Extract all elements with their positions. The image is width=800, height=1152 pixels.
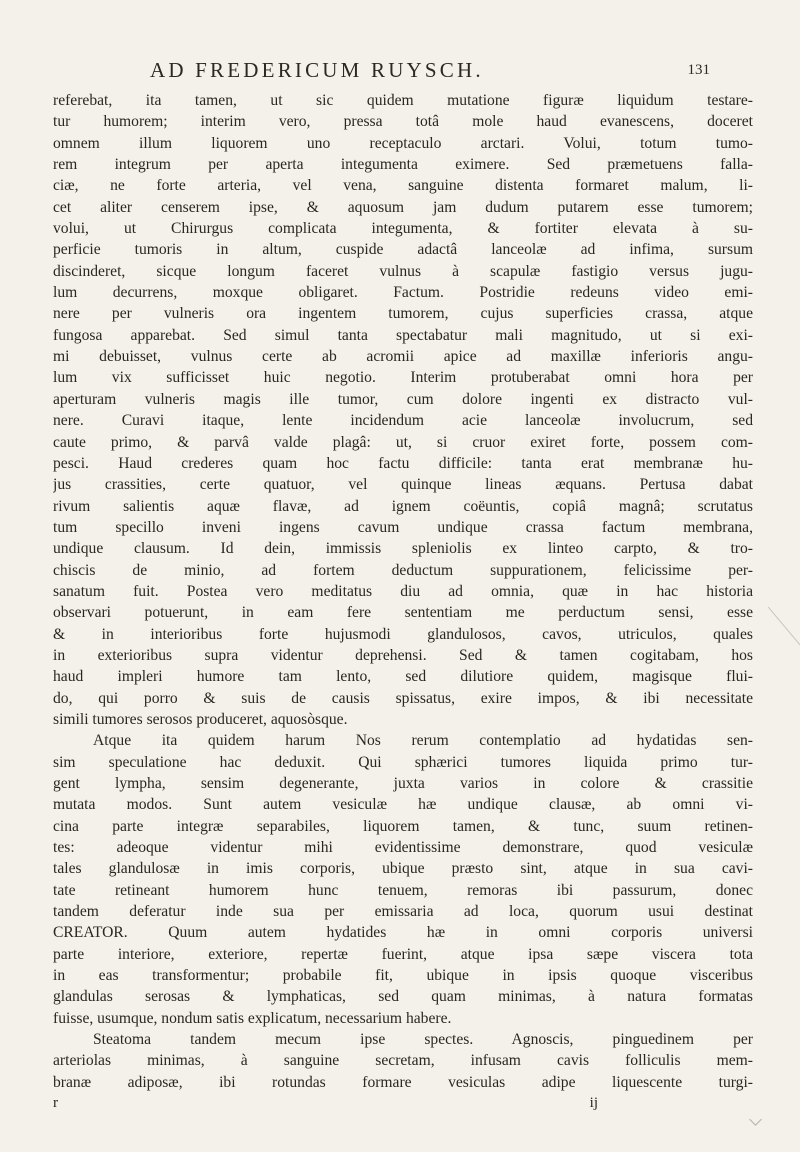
paragraph-3 [53,1029,753,1093]
body-text [53,90,753,1112]
text-line: branæ adiposæ, ibi rotundas formare vesiculas adipe liquescente turgi- [53,1073,753,1091]
text-line: jus crassities, certe quatuor, vel quinque lineas æquans. Pertusa dabat [53,476,753,494]
text-line: haud impleri humore tam lento, sed dilutiore quidem, magisque flui- [53,668,753,686]
text-line: caute primo, & parvâ valde plagâ: ut, si cruor exiret forte, possem com- [53,433,753,451]
text-line: tandem deferatur inde sua per emissaria ad loca, quorum usui destinat [53,903,753,921]
text-line: nere per vulneris ora ingentem tumorem, cujus superficies crassa, atque [53,305,753,323]
signature-mark: r ij [53,1095,598,1112]
text-line: simili tumores serosos produceret, aquosòsque. [53,710,348,728]
text-line: & in interioribus forte hujusmodi glandulosos, cavos, utriculos, quales [53,625,753,643]
text-line: sanatum fuit. Postea vero meditatus diu ad omnia, quæ in hac historia [53,582,753,600]
page-number: 131 [687,62,710,78]
text-line: tum specillo inveni ingens cavum undique crassa factum membrana, [53,518,753,536]
paragraph-1 [53,90,753,730]
text-line: pesci. Haud crederes quam hoc factu difficile: tanta erat membranæ hu- [53,454,753,472]
text-line: omnem illum liquorem uno receptaculo arctari. Volui, totum tumo- [53,134,753,152]
text-line: discinderet, sicque longum faceret vulnus à scapulæ fastigio versus jugu- [53,262,753,280]
running-title: AD FREDERICUM RUYSCH. [150,58,484,82]
text-line: tate retineant humorem hunc tenuem, remoras ibi passurum, donec [53,881,753,899]
text-line: rem integrum per aperta integumenta eximere. Sed præmetuens falla- [53,156,753,174]
text-line: in exterioribus supra videntur deprehensi. Sed & tamen cogitabam, hos [53,646,753,664]
text-line: fungosa apparebat. Sed simul tanta spectabatur mali magnitudo, ut si exi- [53,326,753,344]
text-line: fuisse, usumque, nondum satis explicatum, necessarium habere. [53,1009,452,1027]
text-line: in eas transformentur; probabile fit, ubique in ipsis quoque visceribus [53,967,753,985]
paragraph-2 [53,730,753,1029]
text-line: tur humorem; interim vero, pressa totâ mole haud evanescens, doceret [53,113,753,131]
text-line: lum decurrens, moxque obligaret. Factum. Postridie redeuns video emi- [53,284,753,302]
text-line: perficie tumoris in altum, cuspide adactâ lanceolæ ad infima, sursum [53,241,753,259]
text-line: sim speculatione hac deduxit. Qui sphærici tumores liquida primo tur- [53,753,753,771]
text-line: undique clausum. Id dein, immissis spleniolis ex linteo carpto, & tro- [53,540,753,558]
text-line: gent lympha, sensim degenerante, juxta varios in colore & crassitie [53,775,753,792]
text-line: nere. Curavi itaque, lente incidendum acie lanceolæ involucrum, sed [53,412,753,430]
text-line: tales glandulosæ in imis corporis, ubique præsto sint, atque in sua cavi- [53,860,753,878]
text-line: volui, ut Chirurgus complicata integumenta, & fortiter elevata à su- [53,220,753,238]
text-line: Atque ita quidem harum Nos rerum contemplatio ad hydatidas sen- [93,732,753,750]
text-line: tes: adeoque videntur mihi evidentissime demonstrare, quod vesiculæ [53,839,753,857]
text-line: cet aliter censerem ipse, & aquosum jam dudum putarem esse tumorem; [53,198,753,216]
text-line: mutata modos. Sunt autem vesiculæ hæ undique clausæ, ab omni vi- [53,796,753,814]
text-line: do, qui porro & suis de causis spissatus, exire impos, & ibi necessitate [53,689,753,707]
margin-mark-icon [749,1113,762,1126]
text-line: cina parte integræ separabiles, liquorem tamen, & tunc, suum retinen- [53,817,753,835]
text-line: CREATOR. Quum autem hydatides hæ in omni corporis universi [53,924,753,942]
text-line: Steatoma tandem mecum ipse spectes. Agnoscis, pinguedinem per [93,1031,753,1049]
running-head [150,58,710,88]
text-line: rivum salientis aquæ flavæ, ad ignem coëuntis, copiâ magnâ; scrutatus [53,497,753,515]
text-line: parte interiore, exteriore, repertæ fuerint, atque ipsa sæpe viscera tota [53,945,753,963]
text-line: arteriolas minimas, à sanguine secretam, infusam cavis folliculis mem- [53,1052,753,1070]
text-line: chiscis de minio, ad fortem deductum suppurationem, felicissime per- [53,561,753,579]
text-line: aperturam vulneris magis ille tumor, cum dolore ingenti ex distracto vul- [53,390,753,408]
text-line: lum vix sufficisset huic negotio. Interim protuberabat omni hora per [53,369,753,387]
margin-stroke-icon [768,607,800,654]
text-line: observari potuerunt, in eam fere sententiam me perductum sensi, esse [53,604,753,622]
text-line: ciæ, ne forte arteria, vel vena, sanguine distenta formaret malum, li- [53,177,753,195]
text-line: mi debuisset, vulnus certe ab acromii apice ad maxillæ inferioris angu- [53,348,753,366]
text-line: referebat, ita tamen, ut sic quidem mutatione figuræ liquidum testare- [53,92,753,109]
text-line: glandulas serosas & lymphaticas, sed quam minimas, à natura formatas [53,988,753,1006]
